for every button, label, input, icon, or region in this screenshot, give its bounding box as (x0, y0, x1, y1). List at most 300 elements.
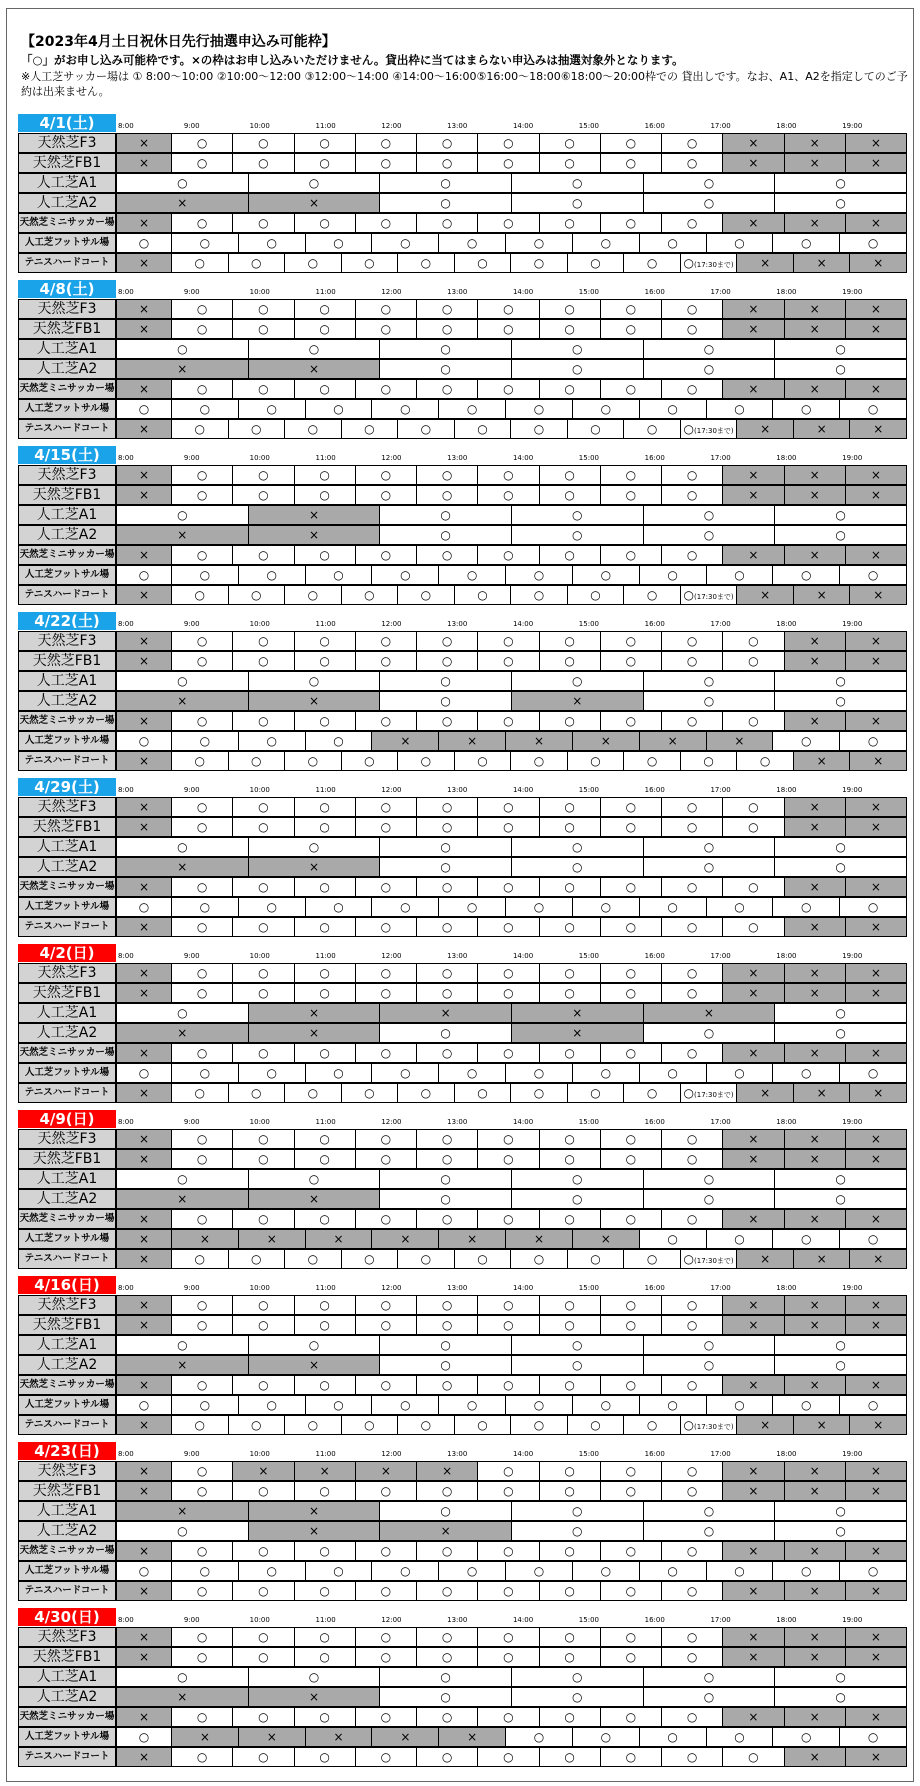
slot-available[interactable]: ○ (379, 1169, 512, 1189)
slot-available[interactable]: ○ (305, 399, 373, 419)
slot-available[interactable]: ○ (116, 565, 172, 585)
slot-available[interactable]: ○ (171, 897, 239, 917)
slot-available[interactable]: ○ (600, 1481, 662, 1501)
slot-available[interactable]: ○ (355, 1481, 417, 1501)
slot-available[interactable]: ○ (600, 379, 662, 399)
slot-available[interactable]: ○ (706, 1561, 774, 1581)
slot-available[interactable]: ○ (171, 133, 233, 153)
slot-available[interactable]: ○ (643, 1501, 776, 1521)
slot-available[interactable]: ○ (572, 1395, 640, 1415)
slot-available[interactable]: ○ (722, 651, 784, 671)
slot-available[interactable]: ○ (511, 1521, 644, 1541)
slot-available[interactable]: ○ (171, 585, 229, 605)
slot-available[interactable]: ○ (171, 1129, 233, 1149)
slot-available[interactable]: ○ (171, 1707, 233, 1727)
slot-available[interactable]: ○ (416, 983, 478, 1003)
slot-available[interactable]: ○ (722, 711, 784, 731)
slot-available[interactable]: ○ (116, 731, 172, 751)
slot-available[interactable]: ○ (228, 1083, 286, 1103)
slot-available[interactable]: ○ (355, 1129, 417, 1149)
slot-available[interactable]: ○ (774, 1521, 907, 1541)
slot-available[interactable]: ○ (567, 1083, 625, 1103)
slot-available[interactable]: ○ (600, 1043, 662, 1063)
slot-available[interactable]: ○ (232, 133, 294, 153)
slot-available[interactable]: ○ (774, 671, 907, 691)
slot-available[interactable]: ○ (371, 1063, 439, 1083)
slot-available[interactable]: ○ (171, 153, 233, 173)
slot-available[interactable]: ○ (294, 1375, 356, 1395)
slot-available[interactable]: ○ (171, 1249, 229, 1269)
slot-available[interactable]: ○ (567, 751, 625, 771)
slot-available[interactable]: ○ (416, 1747, 478, 1767)
slot-available[interactable]: ○ (643, 691, 776, 711)
slot-available[interactable]: ○ (379, 339, 512, 359)
slot-available[interactable]: ○ (305, 1063, 373, 1083)
slot-available[interactable]: ○ (355, 1295, 417, 1315)
slot-available[interactable]: ○ (722, 877, 784, 897)
slot-available[interactable]: ○ (600, 1707, 662, 1727)
slot-available[interactable]: ○ (294, 1747, 356, 1767)
slot-available[interactable]: ○ (438, 897, 506, 917)
slot-available[interactable]: ○ (639, 1561, 707, 1581)
slot-available[interactable]: ○ (600, 631, 662, 651)
slot-available[interactable]: ○ (416, 1129, 478, 1149)
slot-available[interactable]: ○ (539, 797, 601, 817)
slot-available[interactable]: ○ (294, 545, 356, 565)
slot-available[interactable]: ○ (416, 485, 478, 505)
slot-available[interactable]: ○ (643, 193, 776, 213)
slot-available[interactable]: ○ (477, 1043, 539, 1063)
slot-available[interactable]: ○ (379, 359, 512, 379)
slot-available[interactable]: ○ (171, 1149, 233, 1169)
slot-available[interactable]: ○ (294, 651, 356, 671)
slot-available[interactable]: ○ (238, 897, 306, 917)
slot-available[interactable]: ○ (539, 1747, 601, 1767)
slot-available[interactable]: ○ (600, 299, 662, 319)
slot-available[interactable]: ○ (171, 711, 233, 731)
slot-available[interactable]: ○ (341, 419, 399, 439)
slot-available[interactable]: ○ (171, 1063, 239, 1083)
slot-available[interactable]: ○ (416, 319, 478, 339)
slot-available[interactable]: ○ (477, 485, 539, 505)
slot-available[interactable]: ○ (511, 1355, 644, 1375)
slot-available[interactable]: ○ (171, 1395, 239, 1415)
slot-available[interactable]: ○ (505, 565, 573, 585)
slot-available[interactable]: ○ (355, 1209, 417, 1229)
slot-available[interactable]: ○ (539, 465, 601, 485)
slot-available[interactable]: ○ (539, 1581, 601, 1601)
slot-available[interactable]: ○ (511, 1501, 644, 1521)
slot-available[interactable]: ○ (477, 1581, 539, 1601)
slot-available[interactable]: ○ (643, 1189, 776, 1209)
slot-available[interactable]: ○ (539, 983, 601, 1003)
slot-available[interactable]: ○ (232, 465, 294, 485)
slot-available[interactable]: ○ (661, 1481, 723, 1501)
slot-available[interactable]: ○ (643, 1335, 776, 1355)
slot-available[interactable]: ○ (232, 153, 294, 173)
slot-available[interactable]: ○ (232, 1747, 294, 1767)
slot-available[interactable]: ○ (228, 419, 286, 439)
slot-available[interactable]: ○ (228, 1415, 286, 1435)
slot-available[interactable]: ○ (539, 153, 601, 173)
slot-available[interactable]: ○ (355, 1043, 417, 1063)
slot-available[interactable]: ○ (305, 233, 373, 253)
slot-available[interactable]: ○ (116, 1335, 249, 1355)
slot-available[interactable]: ○ (510, 1249, 568, 1269)
slot-available[interactable]: ○ (477, 213, 539, 233)
slot-available[interactable]: ○ (477, 153, 539, 173)
slot-available[interactable]: ○ (355, 213, 417, 233)
slot-available[interactable]: ○ (706, 1395, 774, 1415)
slot-available[interactable]: ○ (511, 525, 644, 545)
slot-available[interactable]: ○ (294, 213, 356, 233)
slot-available[interactable]: ○ (171, 1541, 233, 1561)
slot-available[interactable]: ○ (379, 193, 512, 213)
slot-available[interactable]: ○ (772, 897, 840, 917)
slot-available[interactable]: ○ (371, 565, 439, 585)
slot-available[interactable]: ○ (643, 1169, 776, 1189)
slot-available[interactable]: ○ (232, 877, 294, 897)
slot-available[interactable]: ○ (232, 1627, 294, 1647)
slot-available[interactable]: ○ (355, 1581, 417, 1601)
slot-available[interactable]: ○ (355, 465, 417, 485)
slot-available[interactable]: ○ (232, 711, 294, 731)
slot-available[interactable]: ○ (661, 711, 723, 731)
slot-available[interactable]: ○ (171, 1561, 239, 1581)
slot-available[interactable]: ○ (248, 1169, 381, 1189)
slot-available[interactable]: ○ (477, 1647, 539, 1667)
slot-available[interactable]: ○ (294, 1541, 356, 1561)
slot-available[interactable]: ○ (643, 505, 776, 525)
slot-available[interactable]: ○ (379, 1687, 512, 1707)
slot-available[interactable]: ○ (294, 917, 356, 937)
slot-available[interactable]: ○ (477, 1209, 539, 1229)
slot-available[interactable]: ○ (774, 1169, 907, 1189)
slot-available[interactable]: ○ (171, 565, 239, 585)
slot-available[interactable]: ○ (643, 1687, 776, 1707)
slot-available[interactable]: ○ (839, 233, 907, 253)
slot-available[interactable]: ○ (639, 399, 707, 419)
slot-available[interactable]: ○ (284, 419, 342, 439)
slot-available[interactable]: ○ (539, 1647, 601, 1667)
slot-available[interactable]: ○ (416, 1149, 478, 1169)
slot-available[interactable]: ○ (355, 545, 417, 565)
slot-available[interactable]: ○ (171, 1083, 229, 1103)
slot-available[interactable]: ○ (477, 319, 539, 339)
slot-available[interactable]: ○ (722, 917, 784, 937)
slot-available[interactable]: ○ (171, 917, 233, 937)
slot-available[interactable]: ○ (355, 1707, 417, 1727)
slot-available[interactable]: ○ (774, 1501, 907, 1521)
slot-available[interactable]: ○ (600, 877, 662, 897)
slot-available[interactable]: ○ (722, 797, 784, 817)
slot-available[interactable]: ○ (623, 751, 681, 771)
slot-available[interactable]: ○ (643, 1355, 776, 1375)
slot-available[interactable]: ○ (600, 485, 662, 505)
slot-available[interactable]: ○ (438, 1395, 506, 1415)
slot-available[interactable]: ○ (355, 299, 417, 319)
slot-available[interactable]: ○ (232, 1375, 294, 1395)
slot-available[interactable]: ○ (623, 1249, 681, 1269)
slot-available[interactable]: ○ (416, 1541, 478, 1561)
slot-available[interactable]: ○ (661, 1149, 723, 1169)
slot-available[interactable]: ○ (477, 1315, 539, 1335)
slot-available[interactable]: ○ (774, 691, 907, 711)
slot-available[interactable]: ○ (643, 339, 776, 359)
slot-available[interactable]: ○ (505, 233, 573, 253)
slot-available[interactable]: ○ (305, 731, 373, 751)
slot-available[interactable]: ○ (248, 837, 381, 857)
slot-available[interactable]: ○ (539, 1481, 601, 1501)
slot-available[interactable]: ○ (477, 651, 539, 671)
slot-available[interactable]: ○ (772, 399, 840, 419)
slot-available[interactable]: ○ (294, 1149, 356, 1169)
slot-available[interactable]: ○ (567, 419, 625, 439)
slot-available[interactable]: ○ (600, 983, 662, 1003)
slot-available[interactable]: ○ (505, 1561, 573, 1581)
slot-available[interactable]: ○ (661, 133, 723, 153)
slot-available[interactable]: ○ (232, 1043, 294, 1063)
slot-available[interactable]: ○ (355, 1747, 417, 1767)
slot-available[interactable]: ○ (600, 133, 662, 153)
slot-available[interactable]: ○ (416, 299, 478, 319)
slot-available[interactable]: ○ (539, 711, 601, 731)
slot-available[interactable]: ○ (661, 1209, 723, 1229)
slot-available[interactable]: ○ (171, 1581, 233, 1601)
slot-available[interactable]: ○ (232, 1647, 294, 1667)
slot-available[interactable]: ○ (248, 339, 381, 359)
slot-available[interactable]: ○ (341, 253, 399, 273)
slot-available[interactable]: ○ (623, 253, 681, 273)
slot-available[interactable]: ○ (572, 1561, 640, 1581)
slot-available[interactable]: ○ (600, 153, 662, 173)
slot-available[interactable]: ○ (294, 1209, 356, 1229)
slot-available[interactable]: ○ (371, 233, 439, 253)
slot-available[interactable]: ○ (839, 731, 907, 751)
slot-available[interactable]: ○ (171, 1627, 233, 1647)
slot-available[interactable]: ○ (600, 1581, 662, 1601)
slot-available[interactable]: ○ (511, 1189, 644, 1209)
slot-available[interactable]: ○ (539, 133, 601, 153)
slot-available[interactable]: ○ (438, 233, 506, 253)
slot-available[interactable]: ○ (572, 1727, 640, 1747)
slot-available[interactable]: ○ (567, 1415, 625, 1435)
slot-available[interactable]: ○ (539, 545, 601, 565)
slot-available[interactable]: ○ (116, 1063, 172, 1083)
slot-available[interactable]: ○ (839, 897, 907, 917)
slot-available[interactable]: ○ (416, 651, 478, 671)
slot-available[interactable]: ○ (355, 153, 417, 173)
slot-available[interactable]: ○ (305, 897, 373, 917)
slot-available[interactable]: ○ (416, 1647, 478, 1667)
slot-available[interactable]: ○ (623, 1083, 681, 1103)
slot-available[interactable]: ○ (116, 173, 249, 193)
slot-available[interactable]: ○ (774, 1355, 907, 1375)
slot-available[interactable]: ○ (171, 631, 233, 651)
slot-available[interactable]: ○ (284, 253, 342, 273)
slot-available[interactable]: ○ (379, 1355, 512, 1375)
slot-available[interactable]: ○ (539, 651, 601, 671)
slot-available[interactable]: ○ (600, 1375, 662, 1395)
slot-available[interactable]: ○ (454, 1249, 512, 1269)
slot-available[interactable]: ○ (477, 465, 539, 485)
slot-available[interactable]: ○ (639, 233, 707, 253)
slot-available[interactable]: ○ (661, 817, 723, 837)
slot-available[interactable]: ○ (294, 1481, 356, 1501)
slot-available[interactable]: ○ (600, 917, 662, 937)
slot-available[interactable]: ○ (511, 1335, 644, 1355)
slot-available[interactable]: ○ (232, 983, 294, 1003)
slot-available[interactable]: ○ (238, 399, 306, 419)
slot-available[interactable]: ○ (397, 585, 455, 605)
slot-available[interactable]: ○ (397, 1415, 455, 1435)
slot-available[interactable]: ○ (643, 1023, 776, 1043)
slot-available[interactable]: ○ (661, 917, 723, 937)
slot-available[interactable]: ○ (232, 213, 294, 233)
slot-available[interactable]: ○(17:30まで) (680, 1249, 738, 1269)
slot-available[interactable]: ○(17:30まで) (680, 1415, 738, 1435)
slot-available[interactable]: ○ (774, 339, 907, 359)
slot-available[interactable]: ○ (511, 857, 644, 877)
slot-available[interactable]: ○ (839, 1727, 907, 1747)
slot-available[interactable]: ○ (477, 983, 539, 1003)
slot-available[interactable]: ○ (454, 1083, 512, 1103)
slot-available[interactable]: ○ (477, 1541, 539, 1561)
slot-available[interactable]: ○ (539, 1295, 601, 1315)
slot-available[interactable]: ○ (379, 1501, 512, 1521)
slot-available[interactable]: ○ (572, 897, 640, 917)
slot-available[interactable]: ○ (171, 379, 233, 399)
slot-available[interactable]: ○ (238, 1063, 306, 1083)
slot-available[interactable]: ○ (232, 963, 294, 983)
slot-available[interactable]: ○ (355, 877, 417, 897)
slot-available[interactable]: ○ (171, 299, 233, 319)
slot-available[interactable]: ○ (294, 963, 356, 983)
slot-available[interactable]: ○ (294, 1581, 356, 1601)
slot-available[interactable]: ○ (511, 837, 644, 857)
slot-available[interactable]: ○ (643, 857, 776, 877)
slot-available[interactable]: ○ (238, 233, 306, 253)
slot-available[interactable]: ○ (116, 1561, 172, 1581)
slot-available[interactable]: ○ (232, 1707, 294, 1727)
slot-available[interactable]: ○ (116, 1521, 249, 1541)
slot-available[interactable]: ○ (639, 1063, 707, 1083)
slot-available[interactable]: ○ (116, 1169, 249, 1189)
slot-available[interactable]: ○ (232, 1315, 294, 1335)
slot-available[interactable]: ○ (116, 1667, 249, 1687)
slot-available[interactable]: ○ (510, 585, 568, 605)
slot-available[interactable]: ○ (477, 1707, 539, 1727)
slot-available[interactable]: ○ (171, 419, 229, 439)
slot-available[interactable]: ○ (416, 1627, 478, 1647)
slot-available[interactable]: ○ (511, 359, 644, 379)
slot-available[interactable]: ○ (643, 1521, 776, 1541)
slot-available[interactable]: ○ (355, 1627, 417, 1647)
slot-available[interactable]: ○ (661, 319, 723, 339)
slot-available[interactable]: ○ (511, 671, 644, 691)
slot-available[interactable]: ○ (416, 1315, 478, 1335)
slot-available[interactable]: ○ (294, 817, 356, 837)
slot-available[interactable]: ○ (248, 671, 381, 691)
slot-available[interactable]: ○ (661, 983, 723, 1003)
slot-available[interactable]: ○ (284, 1249, 342, 1269)
slot-available[interactable]: ○ (706, 1063, 774, 1083)
slot-available[interactable]: ○ (341, 751, 399, 771)
slot-available[interactable]: ○ (238, 731, 306, 751)
slot-available[interactable]: ○ (511, 1667, 644, 1687)
slot-available[interactable]: ○ (510, 419, 568, 439)
slot-available[interactable]: ○ (171, 485, 233, 505)
slot-available[interactable]: ○ (772, 1229, 840, 1249)
slot-available[interactable]: ○ (505, 1727, 573, 1747)
slot-available[interactable]: ○ (477, 817, 539, 837)
slot-available[interactable]: ○ (774, 1687, 907, 1707)
slot-available[interactable]: ○ (355, 1315, 417, 1335)
slot-available[interactable]: ○ (171, 1209, 233, 1229)
slot-available[interactable]: ○ (171, 1481, 233, 1501)
slot-available[interactable]: ○ (774, 837, 907, 857)
slot-available[interactable]: ○ (416, 877, 478, 897)
slot-available[interactable]: ○ (477, 379, 539, 399)
slot-available[interactable]: ○ (643, 837, 776, 857)
slot-available[interactable]: ○ (774, 1667, 907, 1687)
slot-available[interactable]: ○ (116, 671, 249, 691)
slot-available[interactable]: ○ (355, 817, 417, 837)
slot-available[interactable]: ○ (228, 253, 286, 273)
slot-available[interactable]: ○ (397, 751, 455, 771)
slot-available[interactable]: ○ (510, 751, 568, 771)
slot-available[interactable]: ○ (232, 299, 294, 319)
slot-available[interactable]: ○ (774, 1189, 907, 1209)
slot-available[interactable]: ○ (238, 1561, 306, 1581)
slot-available[interactable]: ○ (355, 379, 417, 399)
slot-available[interactable]: ○ (171, 651, 233, 671)
slot-available[interactable]: ○ (567, 585, 625, 605)
slot-available[interactable]: ○ (477, 631, 539, 651)
slot-available[interactable]: ○ (774, 857, 907, 877)
slot-available[interactable]: ○ (639, 1229, 707, 1249)
slot-available[interactable]: ○ (416, 153, 478, 173)
slot-available[interactable]: ○ (232, 817, 294, 837)
slot-available[interactable]: ○ (397, 1083, 455, 1103)
slot-available[interactable]: ○ (294, 1627, 356, 1647)
slot-available[interactable]: ○ (567, 1249, 625, 1269)
slot-available[interactable]: ○ (416, 711, 478, 731)
slot-available[interactable]: ○ (722, 1747, 784, 1767)
slot-available[interactable]: ○ (774, 173, 907, 193)
slot-available[interactable]: ○ (438, 565, 506, 585)
slot-available[interactable]: ○ (294, 133, 356, 153)
slot-available[interactable]: ○ (454, 585, 512, 605)
slot-available[interactable]: ○ (294, 1129, 356, 1149)
slot-available[interactable]: ○ (774, 1003, 907, 1023)
slot-available[interactable]: ○ (416, 545, 478, 565)
slot-available[interactable]: ○ (623, 585, 681, 605)
slot-available[interactable]: ○ (567, 253, 625, 273)
slot-available[interactable]: ○ (238, 565, 306, 585)
slot-available[interactable]: ○ (232, 1209, 294, 1229)
slot-available[interactable]: ○ (232, 1541, 294, 1561)
slot-available[interactable]: ○ (539, 1375, 601, 1395)
slot-available[interactable]: ○ (379, 1023, 512, 1043)
slot-available[interactable]: ○ (477, 1481, 539, 1501)
slot-available[interactable]: ○ (477, 1747, 539, 1767)
slot-available[interactable]: ○ (355, 485, 417, 505)
slot-available[interactable]: ○ (305, 1395, 373, 1415)
slot-available[interactable]: ○ (706, 565, 774, 585)
slot-available[interactable]: ○ (355, 133, 417, 153)
slot-available[interactable]: ○ (539, 1315, 601, 1335)
